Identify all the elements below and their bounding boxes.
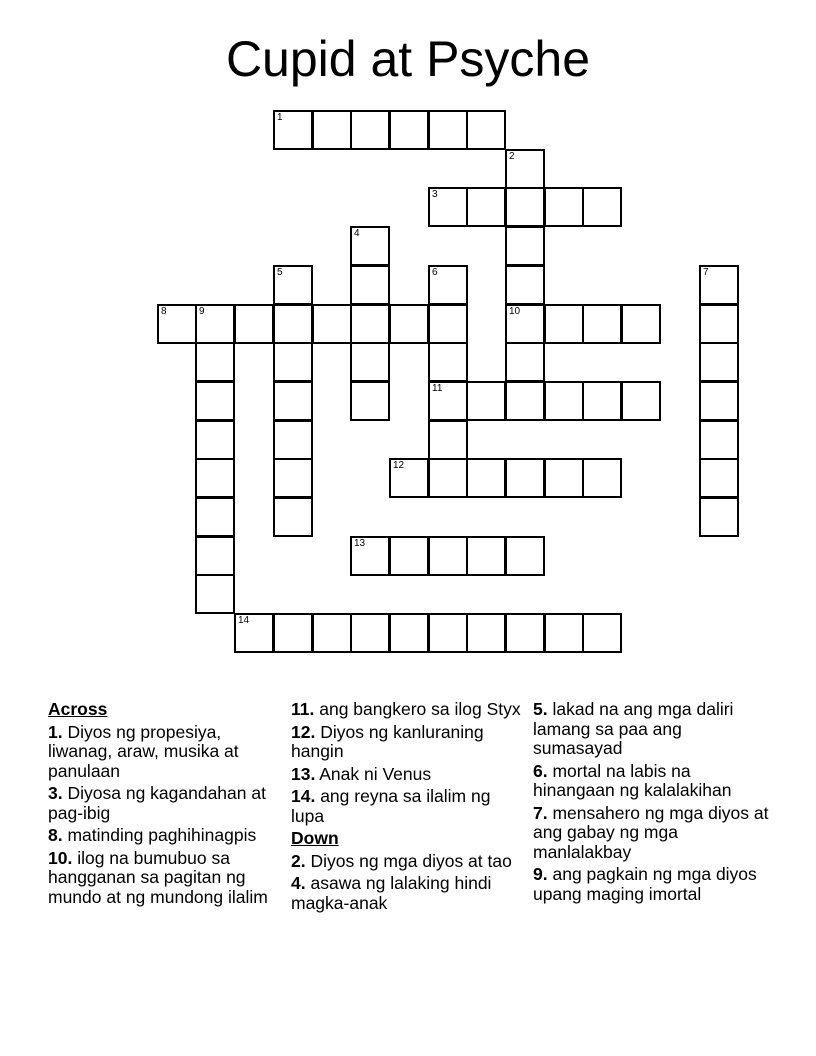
grid-cell[interactable] [312,110,352,150]
clue-across-1: 1. Diyos ng propesiya, liwanag, araw, musika at panulaan [48,721,239,781]
cell-number: 6 [432,267,438,278]
grid-cell[interactable] [389,304,429,344]
grid-cell[interactable] [428,420,468,460]
grid-cell[interactable] [428,458,468,498]
grid-cell[interactable] [544,458,584,498]
cell-number: 11 [432,383,443,394]
grid-cell[interactable] [544,381,584,421]
grid-cell[interactable] [621,381,661,421]
grid-cell[interactable] [273,304,313,344]
grid-cell[interactable] [195,420,235,460]
grid-cell[interactable] [544,613,584,653]
grid-cell[interactable] [544,187,584,227]
grid-cell[interactable] [699,458,739,498]
grid-cell[interactable] [273,381,313,421]
grid-cell[interactable] [466,458,506,498]
cell-number: 7 [703,267,709,278]
grid-cell[interactable] [505,613,545,653]
puzzle-title: Cupid at Psyche [225,31,591,87]
grid-cell[interactable] [273,110,313,150]
across-header: Across [48,699,108,719]
clue-across-12: 12. Diyos ng kanluraning hangin [291,721,484,761]
clue-down-6: 6. mortal na labis na hinangaan ng kalalakihan [533,760,732,800]
grid-cell[interactable] [312,613,352,653]
grid-cell[interactable] [350,110,390,150]
grid-cell[interactable] [428,342,468,382]
grid-cell[interactable] [466,381,506,421]
grid-cell[interactable] [505,342,545,382]
cell-number: 14 [238,615,250,626]
grid-cell[interactable] [234,613,274,653]
grid-cell[interactable] [699,497,739,537]
clue-across-11: 11. ang bangkero sa ilog Styx [291,699,521,719]
grid-cell[interactable] [428,265,468,305]
cell-number: 1 [277,112,283,123]
clue-column-3 [533,700,769,907]
grid-cell[interactable] [312,304,352,344]
grid-cell[interactable] [273,265,313,305]
grid-cell[interactable] [389,613,429,653]
grid-cell[interactable] [195,304,235,344]
grid-cell[interactable] [466,187,506,227]
grid-cell[interactable] [505,226,545,266]
grid-cell[interactable] [273,342,313,382]
cell-number: 2 [509,151,515,162]
grid-cell[interactable] [234,304,274,344]
grid-cell[interactable] [350,342,390,382]
grid-cell[interactable] [582,613,622,653]
grid-cell[interactable] [505,265,545,305]
grid-cell[interactable] [273,613,313,653]
clue-column-1 [48,700,284,910]
grid-cell[interactable] [350,226,390,266]
clue-across-3: 3. Diyosa ng kagandahan at pag-ibig [48,783,266,823]
grid-cell[interactable] [273,420,313,460]
grid-cell[interactable] [389,536,429,576]
grid-cell[interactable] [195,497,235,537]
grid-cell[interactable] [195,381,235,421]
grid-cell[interactable] [699,381,739,421]
grid-cell[interactable] [428,187,468,227]
down-header: Down [291,828,339,848]
grid-cell[interactable] [350,613,390,653]
grid-cell[interactable] [350,536,390,576]
grid-cell[interactable] [273,458,313,498]
cell-number: 9 [199,306,205,317]
clue-down-4: 4. asawa ng lalaking hindi magka-anak [291,873,492,913]
grid-cell[interactable] [505,304,545,344]
grid-cell[interactable] [350,381,390,421]
clue-across-13: 13. Anak ni Venus [291,763,432,784]
grid-cell[interactable] [582,187,622,227]
cell-number: 5 [277,267,283,278]
grid-cell[interactable] [428,110,468,150]
grid-cell[interactable] [195,574,235,614]
grid-cell[interactable] [505,458,545,498]
grid-cell[interactable] [428,304,468,344]
grid-cell[interactable] [428,381,468,421]
grid-cell[interactable] [466,110,506,150]
grid-cell[interactable] [582,381,622,421]
grid-cell[interactable] [195,458,235,498]
grid-cell[interactable] [505,381,545,421]
grid-cell[interactable] [157,304,197,344]
grid-cell[interactable] [699,342,739,382]
grid-cell[interactable] [621,304,661,344]
grid-cell[interactable] [389,458,429,498]
clue-down-5: 5. lakad na ang mga daliri lamang sa paa ang sumasayad [533,699,734,758]
cell-number: 3 [432,189,438,200]
grid-cell[interactable] [699,265,739,305]
grid-cell[interactable] [350,304,390,344]
grid-cell[interactable] [505,187,545,227]
cell-number: 13 [354,538,366,549]
grid-cell[interactable] [195,536,235,576]
grid-cell[interactable] [389,110,429,150]
grid-cell[interactable] [350,265,390,305]
grid-cell[interactable] [466,536,506,576]
grid-cell[interactable] [428,536,468,576]
cell-number: 10 [509,306,521,317]
cell-number: 12 [393,460,405,471]
clue-across-14: 14. ang reyna sa ilalim ng lupa [291,786,491,826]
clue-down-9: 9. ang pagkain ng mga diyos upang maging imortal [533,864,757,904]
clue-across-8: 8. matinding paghihinagpis [48,825,257,845]
grid-cell[interactable] [505,536,545,576]
grid-cell[interactable] [505,149,545,189]
grid-cell[interactable] [544,304,584,344]
grid-cell[interactable] [582,458,622,498]
grid-cell[interactable] [195,342,235,382]
clue-down-7: 7. mensahero ng mga diyos at ang gabay ng mga manlalakbay [533,802,769,862]
cell-number: 4 [354,228,360,239]
grid-cell[interactable] [582,304,622,344]
clue-across-10: 10. ilog na bumubuo sa hangganan sa pagitan ng mundo at ng mundong ilalim [48,847,268,907]
grid-cell[interactable] [466,613,506,653]
clue-down-2: 2. Diyos ng mga diyos at tao [291,850,512,871]
cell-number: 8 [161,306,167,317]
grid-cell[interactable] [699,420,739,460]
grid-cell[interactable] [428,613,468,653]
grid-cell[interactable] [699,304,739,344]
clue-column-2 [291,700,527,916]
grid-cell[interactable] [273,497,313,537]
